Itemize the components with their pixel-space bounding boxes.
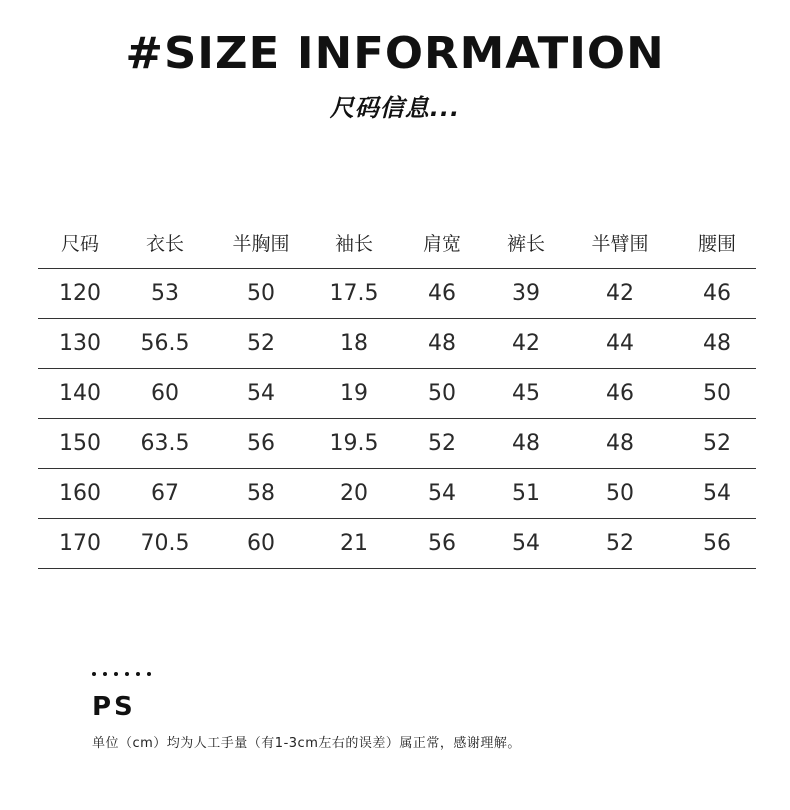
table-cell: 160: [38, 469, 122, 519]
table-cell: 52: [208, 319, 314, 369]
column-header: 肩宽: [394, 216, 490, 269]
table-cell: 140: [38, 369, 122, 419]
table-cell: 48: [562, 419, 678, 469]
table-cell: 54: [678, 469, 756, 519]
table-cell: 67: [122, 469, 208, 519]
column-header: 袖长: [314, 216, 394, 269]
table-cell: 51: [490, 469, 562, 519]
dot-icon: [125, 672, 129, 676]
column-header: 半胸围: [208, 216, 314, 269]
table-cell: 52: [562, 519, 678, 569]
table-cell: 54: [394, 469, 490, 519]
table-cell: 46: [394, 269, 490, 319]
table-cell: 56: [208, 419, 314, 469]
table-cell: 60: [122, 369, 208, 419]
table-row: [38, 469, 756, 519]
decorative-dots: [92, 672, 151, 676]
page-subtitle: 尺码信息...: [329, 94, 461, 122]
column-header: 半臂围: [562, 216, 678, 269]
dot-icon: [114, 672, 118, 676]
table-cell: 20: [314, 469, 394, 519]
table-cell: 170: [38, 519, 122, 569]
table-cell: 54: [208, 369, 314, 419]
table-row: [38, 319, 756, 369]
table-cell: 21: [314, 519, 394, 569]
column-header: 尺码: [38, 216, 122, 269]
table-cell: 19.5: [314, 419, 394, 469]
table-row: [38, 419, 756, 469]
table-cell: 42: [490, 319, 562, 369]
table-cell: 39: [490, 269, 562, 319]
table-cell: 70.5: [122, 519, 208, 569]
table-cell: 46: [678, 269, 756, 319]
table-cell: 52: [394, 419, 490, 469]
table-cell: 18: [314, 319, 394, 369]
table-cell: 46: [562, 369, 678, 419]
table-cell: 53: [122, 269, 208, 319]
ps-label: PS: [92, 692, 136, 722]
table-cell: 150: [38, 419, 122, 469]
table-cell: 17.5: [314, 269, 394, 319]
column-header: 腰围: [678, 216, 756, 269]
table-cell: 48: [490, 419, 562, 469]
table-cell: 48: [394, 319, 490, 369]
table-row: [38, 369, 756, 419]
size-table: [38, 216, 756, 569]
table-cell: 19: [314, 369, 394, 419]
dot-icon: [147, 672, 151, 676]
table-cell: 56: [394, 519, 490, 569]
column-header: 裤长: [490, 216, 562, 269]
table-cell: 45: [490, 369, 562, 419]
table-cell: 50: [208, 269, 314, 319]
dot-icon: [136, 672, 140, 676]
table-cell: 130: [38, 319, 122, 369]
table-cell: 63.5: [122, 419, 208, 469]
column-header: 衣长: [122, 216, 208, 269]
table-cell: 58: [208, 469, 314, 519]
table-cell: 60: [208, 519, 314, 569]
table-cell: 56: [678, 519, 756, 569]
table-header-row: [38, 216, 756, 269]
table-row: [38, 269, 756, 319]
table-cell: 50: [678, 369, 756, 419]
table-cell: 44: [562, 319, 678, 369]
page-title: #SIZE INFORMATION: [125, 28, 665, 79]
table-cell: 42: [562, 269, 678, 319]
dot-icon: [103, 672, 107, 676]
table-row: [38, 519, 756, 569]
table-cell: 50: [394, 369, 490, 419]
table-cell: 48: [678, 319, 756, 369]
table-cell: 52: [678, 419, 756, 469]
dot-icon: [92, 672, 96, 676]
measurement-note: 单位（cm）均为人工手量（有1-3cm左右的误差）属正常，感谢理解。: [92, 736, 521, 751]
table-cell: 54: [490, 519, 562, 569]
table-cell: 120: [38, 269, 122, 319]
table-cell: 56.5: [122, 319, 208, 369]
table-cell: 50: [562, 469, 678, 519]
